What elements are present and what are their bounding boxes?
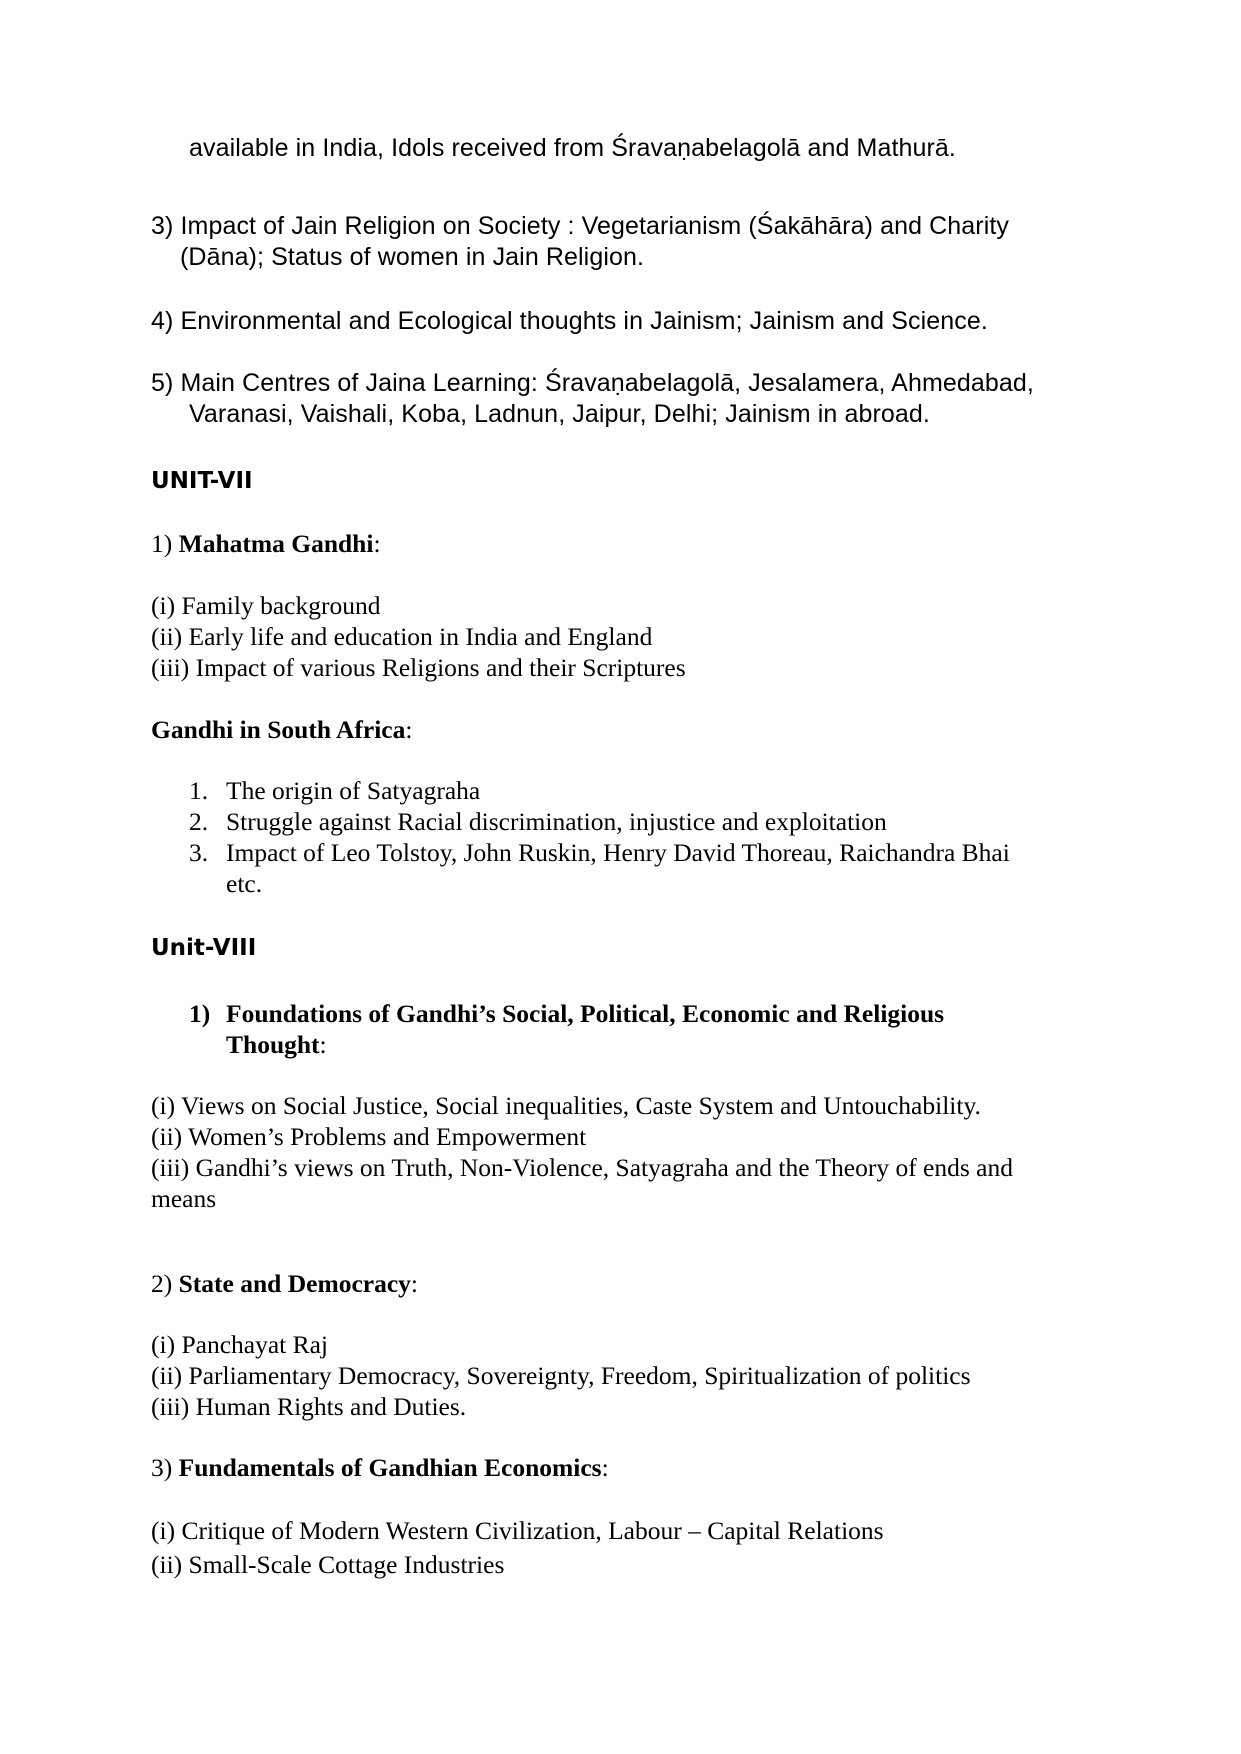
list-item: (iii) Impact of various Religions and their Scriptures <box>151 653 686 682</box>
section-number: 2) <box>151 1269 179 1298</box>
list-item: (i) Views on Social Justice, Social inequalities, Caste System and Untouchability. <box>151 1091 981 1120</box>
foundations-heading-line-2 <box>226 1029 327 1060</box>
section-title: Foundations of Gandhi’s Social, Political, Economic and Religious <box>226 999 945 1028</box>
jain-item-3-line-1: 3) Impact of Jain Religion on Society : Vegetarianism (Śakāhāra) and Charity <box>151 212 1010 240</box>
jain-continuation-line: available in India, Idols received from Śravaṇabelagolā and Mathurā. <box>189 134 956 162</box>
section-title: Gandhi in South Africa <box>151 715 406 744</box>
list-item: (i) Critique of Modern Western Civilization, Labour – Capital Relations <box>151 1516 884 1545</box>
list-item: (iii) Human Rights and Duties. <box>151 1392 467 1421</box>
section-title: Fundamentals of Gandhian Economics <box>178 1453 602 1482</box>
section-title: Mahatma Gandhi <box>178 529 374 558</box>
unit-8-heading: Unit-VIII <box>151 935 257 961</box>
list-item: (ii) Parliamentary Democracy, Sovereignty, Freedom, Spiritualization of politics <box>151 1361 971 1390</box>
list-number: 2. <box>189 807 209 836</box>
section-colon: : <box>319 1030 327 1059</box>
section-number: 1) <box>189 999 211 1028</box>
list-item-continuation: etc. <box>226 869 263 898</box>
section-number: 1) <box>151 529 179 558</box>
list-item: (ii) Women’s Problems and Empowerment <box>151 1122 587 1151</box>
foundations-heading-line-1 <box>226 998 944 1029</box>
list-item: (iii) Gandhi’s views on Truth, Non-Violence, Satyagraha and the Theory of ends and <box>151 1153 1013 1182</box>
unit-7-heading: UNIT-VII <box>151 468 253 494</box>
south-africa-heading <box>151 714 412 745</box>
jain-item-5-line-1: 5) Main Centres of Jaina Learning: Śravaṇabelagolā, Jesalamera, Ahmedabad, <box>151 369 1034 397</box>
jain-item-5-line-2: Varanasi, Vaishali, Koba, Ladnun, Jaipur, Delhi; Jainism in abroad. <box>189 400 930 428</box>
jain-item-4: 4) Environmental and Ecological thoughts in Jainism; Jainism and Science. <box>151 307 988 335</box>
section-title: Thought <box>226 1030 320 1059</box>
state-democracy-heading <box>151 1268 418 1299</box>
list-item: Struggle against Racial discrimination, injustice and exploitation <box>226 807 887 836</box>
list-item-continuation: means <box>151 1184 217 1213</box>
mahatma-gandhi-heading <box>151 528 381 559</box>
list-number: 3. <box>189 838 209 867</box>
section-colon: : <box>405 715 413 744</box>
section-colon: : <box>373 529 381 558</box>
section-title: State and Democracy <box>178 1269 411 1298</box>
list-item: (ii) Small-Scale Cottage Industries <box>151 1550 505 1579</box>
section-colon: : <box>601 1453 609 1482</box>
list-number: 1. <box>189 776 209 805</box>
list-number <box>189 998 210 1029</box>
list-item: Impact of Leo Tolstoy, John Ruskin, Henry David Thoreau, Raichandra Bhai <box>226 838 1010 867</box>
list-item: (i) Panchayat Raj <box>151 1330 329 1359</box>
list-item: (ii) Early life and education in India and England <box>151 622 653 651</box>
section-number: 3) <box>151 1453 179 1482</box>
list-item: The origin of Satyagraha <box>226 776 481 805</box>
section-colon: : <box>410 1269 418 1298</box>
list-item: (i) Family background <box>151 591 381 620</box>
jain-item-3-line-2: (Dāna); Status of women in Jain Religion. <box>180 243 645 271</box>
gandhian-economics-heading <box>151 1452 609 1483</box>
